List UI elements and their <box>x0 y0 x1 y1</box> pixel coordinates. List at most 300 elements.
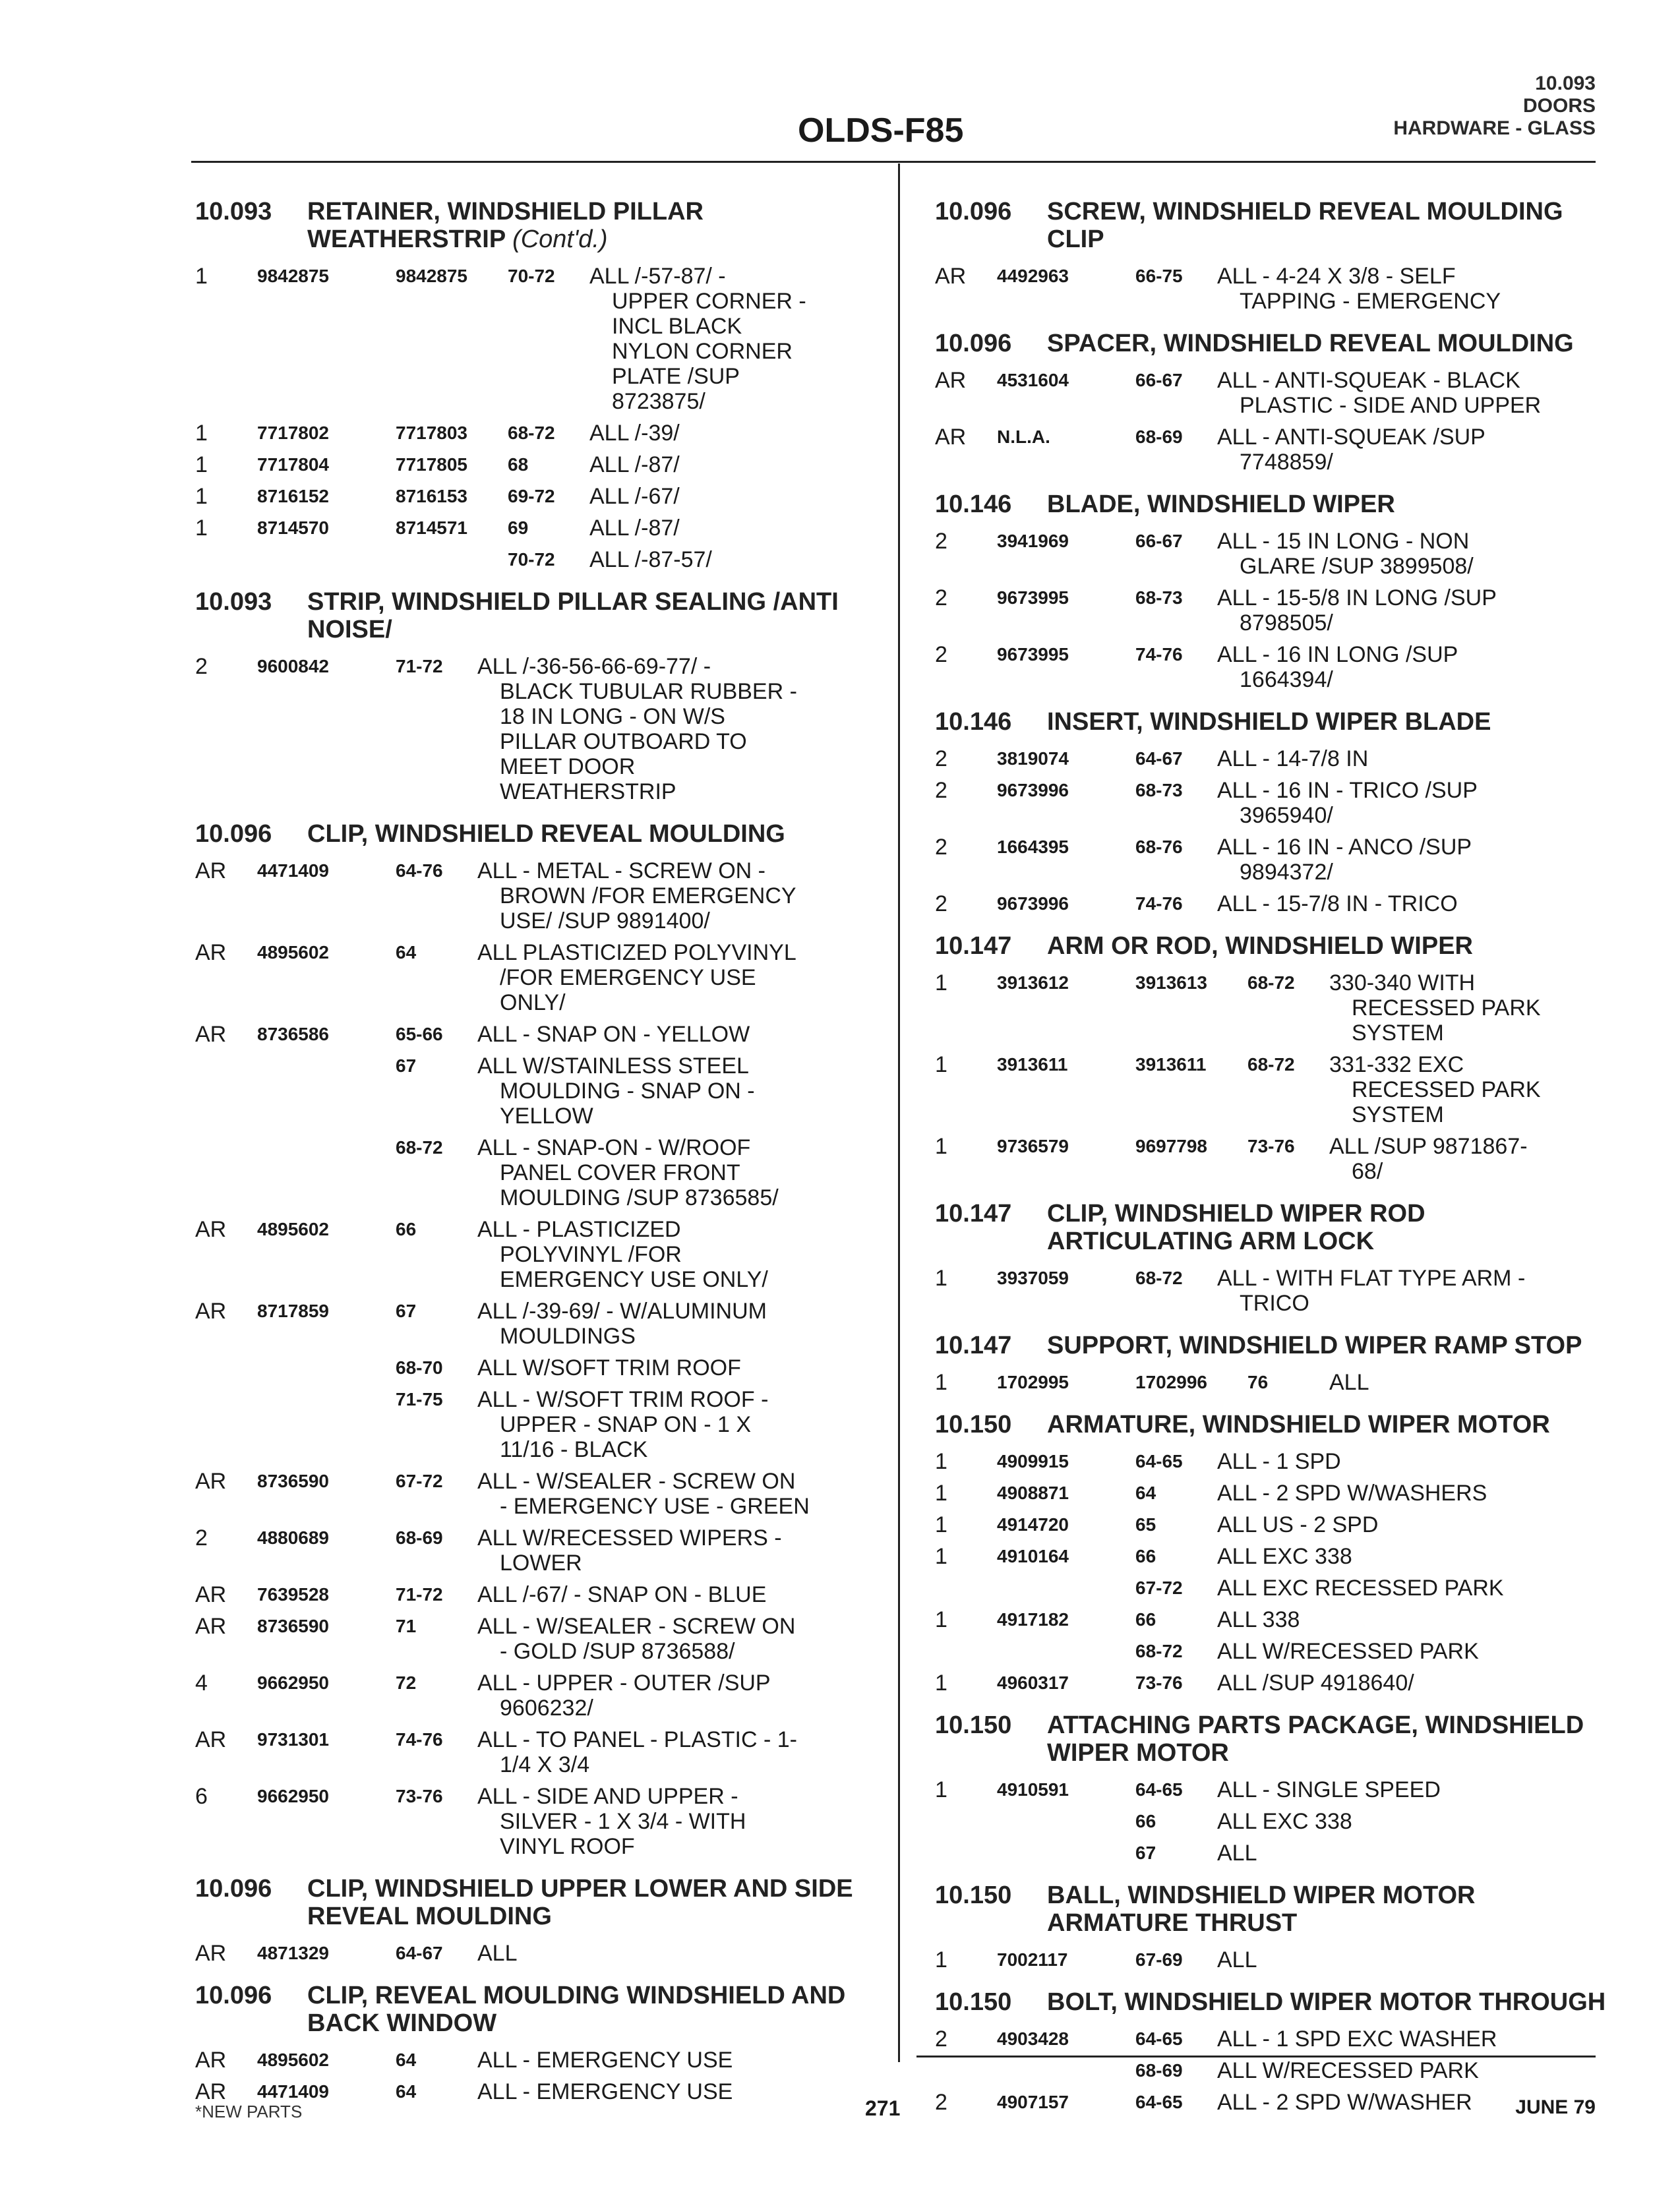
section-title <box>1047 490 1607 518</box>
part-description <box>1217 778 1607 828</box>
part-row <box>935 1947 1607 1972</box>
description-line: ALL /-67/ - SNAP ON - BLUE <box>477 1582 767 1607</box>
part-description <box>1217 1947 1607 1972</box>
model-years: 67 <box>396 1301 417 1321</box>
part-row <box>195 2048 881 2073</box>
description-line: PLASTIC - SIDE AND UPPER <box>1240 393 1542 418</box>
model-years: 66 <box>1135 1811 1156 1831</box>
description-line: ALL W/RECESSED PARK <box>1217 1639 1479 1664</box>
description-line: 9894372/ <box>1240 860 1333 885</box>
quantity: 1 <box>195 484 208 509</box>
quantity: 2 <box>935 529 947 554</box>
part-description <box>477 1784 881 1859</box>
model-years: 64 <box>396 2081 417 2102</box>
quantity: AR <box>195 1941 227 1966</box>
model-years: 73-76 <box>1135 1672 1183 1693</box>
description-line: ALL - ANTI-SQUEAK - BLACK <box>1217 368 1520 393</box>
model-years: 76 <box>1247 1372 1269 1392</box>
model-years: 72 <box>396 1672 417 1693</box>
description-line: LOWER <box>500 1551 582 1576</box>
model-years: 73-76 <box>1247 1136 1295 1156</box>
footer-note: *NEW PARTS <box>195 2102 303 2121</box>
parts-section <box>935 330 1607 475</box>
part-description <box>477 940 881 1015</box>
part-row <box>935 2027 1607 2052</box>
part-description <box>1217 891 1607 916</box>
section-title <box>1047 198 1607 253</box>
part-row <box>935 529 1607 579</box>
description-line: ALL /-57-87/ - <box>589 264 726 289</box>
part-number: 9662950 <box>257 1672 330 1693</box>
description-line: 1/4 X 3/4 <box>500 1752 590 1777</box>
parts-section <box>935 1411 1607 1696</box>
part-description <box>1217 1576 1607 1601</box>
part-row <box>195 1299 881 1349</box>
description-line: - GOLD /SUP 8736588/ <box>500 1639 735 1664</box>
part-description <box>1217 1639 1607 1664</box>
section-title <box>1047 932 1607 960</box>
section-title-note: (Cont'd.) <box>512 225 608 253</box>
part-description <box>477 1053 881 1129</box>
section-heading <box>195 1875 881 1930</box>
part-row <box>935 585 1607 636</box>
part-description <box>477 1022 881 1047</box>
part-number-alt: 8716153 <box>396 486 468 506</box>
description-line: ALL - TO PANEL - PLASTIC - 1- <box>477 1727 797 1752</box>
part-number: 9673996 <box>997 780 1069 800</box>
right-column <box>935 198 1607 2131</box>
parts-section <box>935 490 1607 692</box>
part-number: 3913612 <box>997 972 1069 993</box>
part-description <box>477 1671 881 1721</box>
model-years: 64-67 <box>1135 748 1183 769</box>
part-row <box>935 1481 1607 1506</box>
model-years: 64 <box>396 2050 417 2070</box>
section-heading <box>195 588 881 643</box>
description-line: ALL EXC RECESSED PARK <box>1217 1576 1504 1601</box>
description-line: ALL - W/SOFT TRIM ROOF - <box>477 1387 769 1412</box>
part-description <box>1217 1544 1607 1569</box>
section-title-text: SPACER, WINDSHIELD REVEAL MOULDING <box>1047 330 1574 357</box>
description-line: ALL - 16 IN - ANCO /SUP <box>1217 835 1472 860</box>
section-title <box>1047 1332 1607 1359</box>
model-years: 66 <box>1135 1546 1156 1566</box>
parts-section <box>195 588 881 804</box>
part-number: 8714570 <box>257 518 330 538</box>
part-description <box>477 1217 881 1292</box>
section-code: 10.146 <box>935 708 1012 736</box>
description-line: ALL - 1 SPD <box>1217 1449 1341 1474</box>
model-years: 70-72 <box>508 549 555 570</box>
description-line: ALL W/RECESSED PARK <box>1217 2058 1479 2083</box>
model-years: 66 <box>396 1219 417 1239</box>
part-row <box>935 1671 1607 1696</box>
part-number: 1664395 <box>997 837 1069 857</box>
description-line: PANEL COVER FRONT <box>500 1160 740 1185</box>
part-row <box>935 1134 1607 1184</box>
model-years: 67-72 <box>396 1471 443 1491</box>
model-years: 69-72 <box>508 486 555 506</box>
part-description <box>1329 1134 1607 1184</box>
description-line: ALL - 16 IN LONG /SUP <box>1217 642 1458 667</box>
quantity: 2 <box>935 2090 947 2115</box>
part-number: 8736590 <box>257 1471 330 1491</box>
part-number: 8716152 <box>257 486 330 506</box>
part-number: 4531604 <box>997 370 1069 390</box>
part-row <box>195 1469 881 1519</box>
part-description <box>477 1582 881 1607</box>
section-title <box>1047 708 1607 736</box>
part-number: 3819074 <box>997 748 1069 769</box>
part-description <box>1217 368 1607 418</box>
description-line: ALL - 1 SPD EXC WASHER <box>1217 2027 1497 2052</box>
quantity: AR <box>935 264 967 289</box>
description-line: SILVER - 1 X 3/4 - WITH <box>500 1809 746 1834</box>
description-line: PILLAR OUTBOARD TO <box>500 729 747 754</box>
part-number: 1702995 <box>997 1372 1069 1392</box>
part-number: 7639528 <box>257 1584 330 1605</box>
model-years: 68 <box>508 454 529 475</box>
part-number: 7717804 <box>257 454 330 475</box>
description-line: UPPER - SNAP ON - 1 X <box>500 1412 752 1437</box>
part-number: 4914720 <box>997 1514 1069 1535</box>
section-code: 10.147 <box>935 1332 1012 1359</box>
description-line: INCL BLACK <box>612 314 742 339</box>
section-subgroup: HARDWARE - GLASS <box>1393 117 1596 139</box>
part-number: 9673995 <box>997 644 1069 665</box>
part-row <box>195 1022 881 1047</box>
part-row <box>935 368 1607 418</box>
quantity: 1 <box>195 516 208 541</box>
part-row <box>935 1841 1607 1866</box>
parts-section <box>935 1988 1607 2115</box>
model-years: 67-69 <box>1135 1949 1183 1970</box>
part-row <box>195 1727 881 1777</box>
section-heading <box>935 1200 1607 1255</box>
quantity: 2 <box>195 654 208 679</box>
model-years: 71 <box>396 1616 417 1636</box>
section-title-text: ATTACHING PARTS PACKAGE, WINDSHIELD WIPER MOTOR <box>1047 1711 1584 1767</box>
model-years: 74-76 <box>1135 644 1183 665</box>
description-line: ALL <box>1329 1370 1369 1395</box>
description-line: ALL - SINGLE SPEED <box>1217 1777 1441 1802</box>
quantity: AR <box>195 1022 227 1047</box>
page-number: 271 <box>865 2096 901 2120</box>
section-title-text: CLIP, WINDSHIELD UPPER LOWER AND SIDE REVEAL MOULDING <box>307 1875 853 1930</box>
section-title-text: INSERT, WINDSHIELD WIPER BLADE <box>1047 708 1491 736</box>
quantity: AR <box>935 425 967 450</box>
description-line: 18 IN LONG - ON W/S <box>500 704 725 729</box>
quantity: 1 <box>935 1512 947 1537</box>
section-heading <box>195 198 881 253</box>
part-number: 4471409 <box>257 860 330 881</box>
section-heading <box>935 1988 1607 2016</box>
part-number-alt: 9697798 <box>1135 1136 1208 1156</box>
part-number: 4908871 <box>997 1483 1069 1503</box>
part-description <box>1217 642 1607 692</box>
part-description <box>1217 1512 1607 1537</box>
section-code: 10.096 <box>195 1875 272 1903</box>
part-number-alt: 3913611 <box>1135 1054 1207 1075</box>
section-code: 10.150 <box>935 1988 1012 2016</box>
section-group: DOORS <box>1522 95 1596 117</box>
description-line: ALL /-39-69/ - W/ALUMINUM <box>477 1299 767 1324</box>
part-row <box>935 1449 1607 1474</box>
part-description <box>477 2048 881 2073</box>
part-row <box>195 516 881 541</box>
part-row <box>935 1544 1607 1569</box>
part-number: 9842875 <box>257 266 330 286</box>
part-row <box>935 1052 1607 1127</box>
section-title-text: ARM OR ROD, WINDSHIELD WIPER <box>1047 932 1473 960</box>
model-years: 71-72 <box>396 1584 443 1605</box>
part-description <box>1217 2058 1607 2083</box>
part-number: 9673995 <box>997 587 1069 608</box>
description-line: ALL - SNAP-ON - W/ROOF <box>477 1135 751 1160</box>
parts-section <box>195 820 881 1859</box>
part-row <box>195 1355 881 1380</box>
part-description <box>1217 1607 1607 1632</box>
description-line: ALL <box>477 1941 518 1966</box>
parts-section <box>195 198 881 572</box>
section-title <box>307 820 881 848</box>
quantity: 1 <box>935 1266 947 1291</box>
description-line: ALL W/STAINLESS STEEL <box>477 1053 749 1079</box>
parts-section <box>935 932 1607 1184</box>
quantity: 1 <box>195 264 208 289</box>
section-title <box>1047 1200 1607 1255</box>
part-number: 8717859 <box>257 1301 330 1321</box>
description-line: ALL - W/SEALER - SCREW ON <box>477 1614 796 1639</box>
part-number: 4910164 <box>997 1546 1069 1566</box>
part-number: 4910591 <box>997 1779 1069 1800</box>
section-code: 10.096 <box>935 198 1012 225</box>
part-description <box>477 654 881 804</box>
left-column <box>195 198 881 2120</box>
part-row <box>935 746 1607 771</box>
section-heading <box>935 1411 1607 1438</box>
model-years: 64-67 <box>396 1943 443 1963</box>
description-line: ALL US - 2 SPD <box>1217 1512 1379 1537</box>
model-years: 64 <box>1135 1483 1156 1503</box>
quantity: AR <box>195 1299 227 1324</box>
description-line: EMERGENCY USE ONLY/ <box>500 1267 768 1292</box>
part-row <box>195 1941 881 1966</box>
model-years: 68-69 <box>1135 427 1183 447</box>
part-number: 4895602 <box>257 942 330 962</box>
model-years: 68-73 <box>1135 587 1183 608</box>
quantity: 1 <box>935 1481 947 1506</box>
part-row <box>935 778 1607 828</box>
section-title-text: BALL, WINDSHIELD WIPER MOTOR ARMATURE THRUST <box>1047 1881 1476 1937</box>
part-description <box>1217 585 1607 636</box>
model-years: 67-72 <box>1135 1578 1183 1598</box>
footer-date: JUNE 79 <box>1515 2096 1596 2118</box>
model-years: 71-75 <box>396 1389 443 1409</box>
part-description <box>1217 1671 1607 1696</box>
model-years: 68-72 <box>1247 972 1295 993</box>
description-line: MEET DOOR <box>500 754 636 779</box>
part-description <box>1217 1449 1607 1474</box>
quantity: AR <box>195 1614 227 1639</box>
part-row <box>195 654 881 804</box>
part-description <box>589 484 881 509</box>
description-line: ALL <box>1217 1947 1257 1972</box>
section-title-text: BOLT, WINDSHIELD WIPER MOTOR THROUGH <box>1047 1988 1606 2016</box>
part-row <box>935 2090 1607 2115</box>
description-line: ALL - 15 IN LONG - NON <box>1217 529 1470 554</box>
part-row <box>935 1576 1607 1601</box>
parts-section <box>935 1711 1607 1866</box>
section-heading <box>195 820 881 848</box>
model-years: 64-65 <box>1135 2092 1183 2112</box>
part-description <box>1329 970 1607 1046</box>
parts-section <box>935 1881 1607 1972</box>
quantity: 1 <box>935 1777 947 1802</box>
description-line: ALL /-87/ <box>589 516 680 541</box>
page-title: OLDS-F85 <box>798 111 964 150</box>
model-years: 70-72 <box>508 266 555 286</box>
section-code: 10.093 <box>195 588 272 616</box>
description-line: 331-332 EXC <box>1329 1052 1464 1077</box>
model-years: 68-72 <box>508 423 555 443</box>
description-line: ALL /-39/ <box>589 421 680 446</box>
description-line: 9606232/ <box>500 1696 593 1721</box>
model-years: 74-76 <box>396 1729 443 1750</box>
parts-section <box>195 1875 881 1966</box>
section-title <box>1047 1881 1607 1937</box>
part-description <box>1217 264 1607 314</box>
part-description <box>477 1614 881 1664</box>
part-number: 7002117 <box>997 1949 1068 1970</box>
section-title-text: SUPPORT, WINDSHIELD WIPER RAMP STOP <box>1047 1332 1582 1359</box>
section-heading <box>195 1982 881 2037</box>
description-line: POLYVINYL /FOR <box>500 1242 682 1267</box>
part-number-alt: 9842875 <box>396 266 468 286</box>
part-row <box>935 1266 1607 1316</box>
parts-section <box>935 198 1607 314</box>
part-row <box>195 2079 881 2104</box>
description-line: ALL /-36-56-66-69-77/ - <box>477 654 711 679</box>
description-line: ALL - 2 SPD W/WASHER <box>1217 2090 1472 2115</box>
section-heading <box>935 330 1607 357</box>
description-line: YELLOW <box>500 1104 593 1129</box>
column-divider <box>898 163 900 2062</box>
section-code: 10.096 <box>935 330 1012 357</box>
description-line: ALL - METAL - SCREW ON - <box>477 858 766 883</box>
description-line: TAPPING - EMERGENCY <box>1240 289 1501 314</box>
parts-section <box>935 708 1607 916</box>
section-code: 10.093 <box>195 198 272 225</box>
quantity: 1 <box>195 452 208 477</box>
description-line: ALL - PLASTICIZED <box>477 1217 681 1242</box>
part-row <box>935 1809 1607 1834</box>
description-line: - EMERGENCY USE - GREEN <box>500 1494 810 1519</box>
description-line: ALL EXC 338 <box>1217 1544 1352 1569</box>
model-years: 64-65 <box>1135 1779 1183 1800</box>
model-years: 66 <box>1135 1609 1156 1630</box>
description-line: ALL - 2 SPD W/WASHERS <box>1217 1481 1487 1506</box>
section-code: 10.147 <box>935 1200 1012 1228</box>
part-description <box>477 1727 881 1777</box>
parts-section <box>935 1332 1607 1395</box>
section-code: 10.096 <box>195 820 272 848</box>
description-line: 8798505/ <box>1240 610 1333 636</box>
part-row <box>195 1217 881 1292</box>
part-number: 9600842 <box>257 656 330 676</box>
section-code: 10.150 <box>935 1711 1012 1739</box>
section-title <box>307 198 881 253</box>
description-line: TRICO <box>1240 1291 1309 1316</box>
description-line: ALL PLASTICIZED POLYVINYL <box>477 940 796 965</box>
section-title-text: BLADE, WINDSHIELD WIPER <box>1047 490 1395 518</box>
part-row <box>935 1370 1607 1395</box>
part-row <box>195 484 881 509</box>
part-row <box>195 547 881 572</box>
model-years: 64-65 <box>1135 2028 1183 2049</box>
description-line: MOULDING - SNAP ON - <box>500 1079 755 1104</box>
part-number: 9736579 <box>997 1136 1069 1156</box>
quantity: 2 <box>935 891 947 916</box>
description-line: ALL - W/SEALER - SCREW ON <box>477 1469 796 1494</box>
section-heading <box>935 198 1607 253</box>
model-years: 68-69 <box>396 1527 443 1548</box>
model-years: 65 <box>1135 1514 1156 1535</box>
description-line: GLARE /SUP 3899508/ <box>1240 554 1474 579</box>
description-line: ALL /-87/ <box>589 452 680 477</box>
part-description <box>477 2079 881 2104</box>
description-line: ALL - EMERGENCY USE <box>477 2048 733 2073</box>
part-description <box>477 1941 881 1966</box>
model-years: 67 <box>396 1055 417 1076</box>
part-description <box>1217 1841 1607 1866</box>
quantity: 1 <box>935 1370 947 1395</box>
model-years: 68-72 <box>1135 1641 1183 1661</box>
model-years: 68-72 <box>1247 1054 1295 1075</box>
quantity: 2 <box>935 642 947 667</box>
model-years: 67 <box>1135 1843 1156 1863</box>
part-description <box>589 264 881 414</box>
section-heading <box>935 1881 1607 1937</box>
description-line: MOULDINGS <box>500 1324 636 1349</box>
part-number-alt: 8714571 <box>396 518 468 538</box>
section-header <box>1393 73 1596 140</box>
quantity: 2 <box>935 778 947 803</box>
part-row <box>935 425 1607 475</box>
quantity: 6 <box>195 1784 208 1809</box>
part-number: 8736586 <box>257 1024 330 1044</box>
description-line: ALL EXC 338 <box>1217 1809 1352 1834</box>
part-number-alt: 7717803 <box>396 423 468 443</box>
part-number: 4903428 <box>997 2028 1069 2049</box>
part-row <box>195 1525 881 1576</box>
part-row <box>935 2058 1607 2083</box>
quantity: AR <box>195 1582 227 1607</box>
description-line: ALL - 16 IN - TRICO /SUP <box>1217 778 1478 803</box>
description-line: VINYL ROOF <box>500 1834 635 1859</box>
section-heading <box>935 490 1607 518</box>
description-line: MOULDING /SUP 8736585/ <box>500 1185 779 1210</box>
description-line: ALL - WITH FLAT TYPE ARM - <box>1217 1266 1526 1291</box>
quantity: 1 <box>935 1134 947 1159</box>
part-description <box>1217 529 1607 579</box>
part-number: 4909915 <box>997 1451 1069 1471</box>
section-title-text: STRIP, WINDSHIELD PILLAR SEALING /ANTI NOISE/ <box>307 588 839 643</box>
part-number-alt: 1702996 <box>1135 1372 1208 1392</box>
description-line: ALL - 4-24 X 3/8 - SELF <box>1217 264 1456 289</box>
section-title <box>1047 1711 1607 1767</box>
part-description <box>477 1469 881 1519</box>
